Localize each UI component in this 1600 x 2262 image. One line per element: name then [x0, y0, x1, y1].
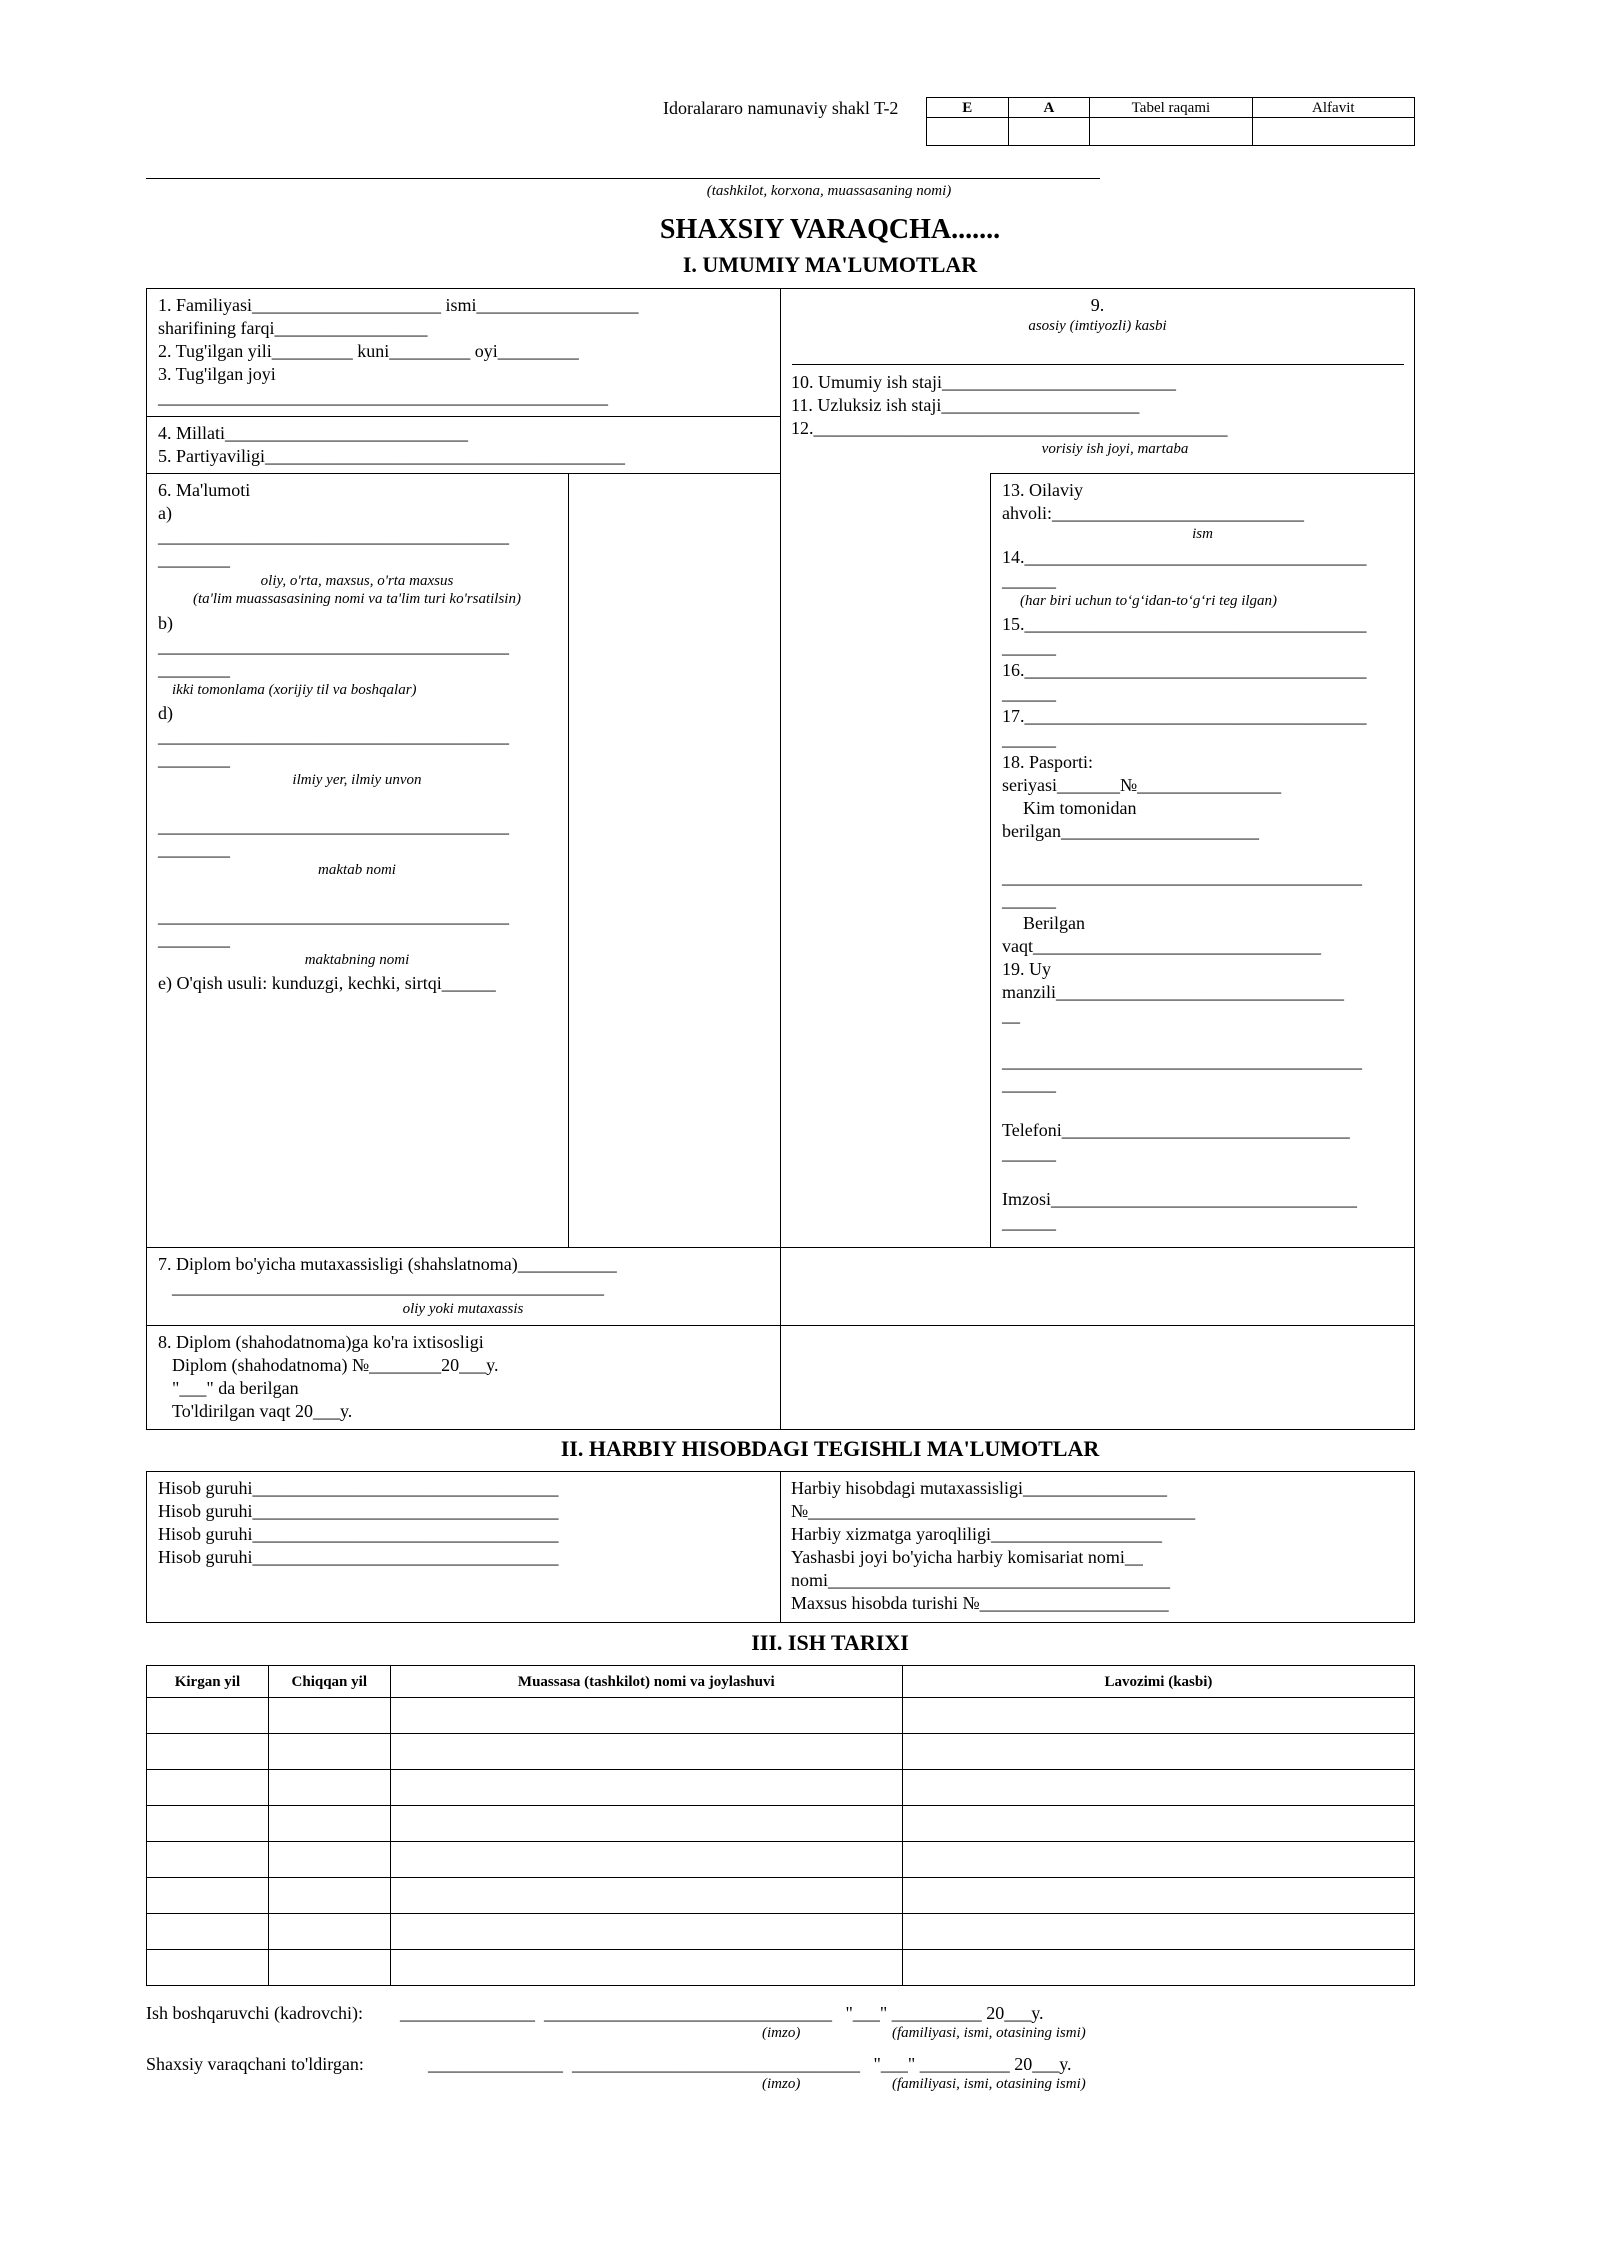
education-a-line[interactable]: _______________________________________ — [158, 526, 509, 546]
cell-e-value[interactable] — [927, 118, 1009, 146]
col-muassasa: Muassasa (tashkilot) nomi va joylashuvi — [390, 1666, 902, 1698]
passport-label: 18. Pasporti: — [1002, 752, 1094, 772]
field-birth-date[interactable]: 2. Tug'ilgan yili_________ kuni_________ oyi_________ — [158, 341, 579, 361]
index-table — [926, 97, 1415, 146]
military-commissariat-name[interactable]: nomi______________________________________ — [791, 1570, 1171, 1590]
cell-a-value[interactable] — [1008, 118, 1090, 146]
education-b-caption: ikki tomonlama (xorijiy til va boshqalar) — [172, 682, 417, 698]
col-alfavit: Alfavit — [1252, 98, 1414, 118]
field-partiyaviligi[interactable]: 5. Partiyaviligi________________________________________ — [158, 446, 625, 466]
field-diploma-number[interactable]: Diplom (shahodatnoma) №________20___y. — [172, 1355, 499, 1375]
education-d-label: d) — [158, 703, 173, 723]
field-continuous-experience[interactable]: 11. Uzluksiz ish staji______________________ — [791, 395, 1140, 415]
main-divider — [780, 288, 781, 1430]
education-b-line-2[interactable]: ________ — [158, 659, 230, 679]
education-a-caption: oliy, o'rta, maxsus, o'rta maxsus — [260, 573, 454, 589]
col-kirgan: Kirgan yil — [147, 1666, 269, 1698]
school-line[interactable]: _______________________________________ — [158, 816, 509, 836]
footer-filler-fields[interactable]: _______________ ________________________________ "___" __________ 20___y. — [428, 2054, 1072, 2074]
address-field-cont[interactable]: __ — [1002, 1005, 1020, 1025]
page-title: SHAXSIY VARAQCHA....... — [659, 214, 1001, 245]
field-diploma-specialty-line[interactable]: ________________________________________________ — [172, 1277, 604, 1297]
line-9[interactable] — [792, 364, 1404, 365]
field-diploma-qualification[interactable]: 8. Diplom (shahodatnoma)ga ko'ra ixtisosligi — [158, 1332, 484, 1352]
education-d-caption: ilmiy yer, ilmiy unvon — [292, 772, 422, 788]
passport-issuer-line-2[interactable]: ______ — [1002, 890, 1056, 910]
passport-issuer-label: Kim tomonidan — [1023, 798, 1137, 818]
passport-issuer[interactable]: berilgan______________________ — [1002, 821, 1259, 841]
caption-12: vorisiy ish joyi, martaba — [1041, 441, 1189, 457]
school-caption: maktab nomi — [318, 862, 396, 878]
education-a-label: a) — [158, 503, 172, 523]
field-12[interactable]: 12.______________________________________________ — [791, 418, 1228, 438]
col-e: E — [927, 98, 1009, 118]
caption-9: asosiy (imtiyozli) kasbi — [1028, 318, 1167, 334]
signature-field[interactable]: Imzosi__________________________________ — [1002, 1189, 1357, 1209]
field-millati[interactable]: 4. Millati___________________________ — [158, 423, 468, 443]
col-tabel: Tabel raqami — [1090, 98, 1252, 118]
signature-field-cont[interactable]: ______ — [1002, 1212, 1056, 1232]
org-caption: (tashkilot, korxona, muassasaning nomi) — [706, 183, 952, 199]
table-row[interactable] — [147, 1770, 1415, 1806]
address-label: 19. Uy — [1002, 959, 1051, 979]
col-chiqqan: Chiqqan yil — [268, 1666, 390, 1698]
education-label: 6. Ma'lumoti — [158, 480, 251, 500]
field-15-cont[interactable]: ______ — [1002, 637, 1056, 657]
address-field[interactable]: manzili________________________________ — [1002, 982, 1344, 1002]
school-line-2[interactable]: ________ — [158, 839, 230, 859]
caption-14: (har biri uchun to‘g‘idan-to‘g‘ri teg ilgan) — [1020, 593, 1278, 609]
form-label: Idoralararo namunaviy shakl T-2 — [663, 98, 899, 118]
field-17[interactable]: 17.______________________________________ — [1002, 706, 1367, 726]
education-a-line-2[interactable]: ________ — [158, 549, 230, 569]
education-b-label: b) — [158, 613, 173, 633]
footer-filler-label: Shaxsiy varaqchani to'ldirgan: — [146, 2054, 364, 2074]
table-row[interactable] — [147, 1950, 1415, 1986]
field-birth-place[interactable]: __________________________________________________ — [158, 387, 608, 407]
section-3-title: III. ISH TARIXI — [751, 1630, 909, 1655]
col-lavozim: Lavozimi (kasbi) — [902, 1666, 1414, 1698]
school2-caption: maktabning nomi — [304, 952, 410, 968]
table-row[interactable] — [147, 1698, 1415, 1734]
military-group-1[interactable]: Hisob guruhi__________________________________ — [158, 1478, 559, 1498]
field-marital-label: 13. Oilaviy — [1002, 480, 1083, 500]
table-row[interactable] — [147, 1806, 1415, 1842]
school2-line-2[interactable]: ________ — [158, 929, 230, 949]
passport-date-label: Berilgan — [1023, 913, 1085, 933]
field-filled-date[interactable]: To'ldirilgan vaqt 20___y. — [172, 1401, 353, 1421]
phone-field[interactable]: Telefoni________________________________ — [1002, 1120, 1350, 1140]
military-fitness[interactable]: Harbiy xizmatga yaroqliligi___________________ — [791, 1524, 1162, 1544]
field-diploma-specialty[interactable]: 7. Diplom bo'yicha mutaxassisligi (shahslatnoma)___________ — [158, 1254, 617, 1274]
field-diploma-issued[interactable]: "___" da berilgan — [172, 1378, 299, 1398]
phone-field-cont[interactable]: ______ — [1002, 1143, 1056, 1163]
field-marital[interactable]: ahvoli:____________________________ — [1002, 503, 1304, 523]
field-14-cont[interactable]: ______ — [1002, 570, 1056, 590]
passport-series[interactable]: seriyasi_______№________________ — [1002, 775, 1282, 795]
cell-tabel-value[interactable] — [1090, 118, 1252, 146]
military-special-record[interactable]: Maxsus hisobda turishi №_____________________ — [791, 1593, 1169, 1613]
field-birth-place-label: 3. Tug'ilgan joyi — [158, 364, 276, 384]
footer-filler-sign-caption: (imzo) — [762, 2076, 801, 2092]
footer-hr-label: Ish boshqaruvchi (kadrovchi): — [146, 2003, 363, 2023]
caption-13: ism — [1192, 526, 1213, 542]
military-number[interactable]: №___________________________________________ — [791, 1501, 1196, 1521]
cell-alfavit-value[interactable] — [1252, 118, 1414, 146]
military-commissariat[interactable]: Yashasbi joyi bo'yicha harbiy komisariat nomi__ — [791, 1547, 1143, 1567]
section-1-title: I. UMUMIY MA'LUMOTLAR — [682, 252, 978, 277]
military-group-2[interactable]: Hisob guruhi__________________________________ — [158, 1501, 559, 1521]
field-total-experience[interactable]: 10. Umumiy ish staji__________________________ — [791, 372, 1177, 392]
field-15[interactable]: 15.______________________________________ — [1002, 614, 1367, 634]
footer-hr-name-caption: (familiyasi, ismi, otasining ismi) — [892, 2025, 1086, 2041]
field-16[interactable]: 16.______________________________________ — [1002, 660, 1367, 680]
passport-issuer-line[interactable]: ________________________________________ — [1002, 867, 1362, 887]
address-line-2[interactable]: ______ — [1002, 1074, 1056, 1094]
study-mode[interactable]: e) O'qish usuli: kunduzgi, kechki, sirtqi______ — [158, 973, 496, 993]
education-b-line[interactable]: _______________________________________ — [158, 636, 509, 656]
field-14[interactable]: 14.______________________________________ — [1002, 547, 1367, 567]
passport-date[interactable]: vaqt________________________________ — [1002, 936, 1321, 956]
school2-line[interactable]: _______________________________________ — [158, 906, 509, 926]
military-specialty[interactable]: Harbiy hisobdagi mutaxassisligi________________ — [791, 1478, 1167, 1498]
table-row[interactable] — [147, 1914, 1415, 1950]
org-name-line[interactable] — [146, 178, 1100, 179]
table-row[interactable] — [147, 1842, 1415, 1878]
work-history-table — [146, 1665, 1415, 1986]
field-17-cont[interactable]: ______ — [1002, 729, 1056, 749]
field-9: 9. — [1090, 295, 1105, 315]
footer-hr-sign-caption: (imzo) — [762, 2025, 801, 2041]
field-16-cont[interactable]: ______ — [1002, 683, 1056, 703]
address-line[interactable]: ________________________________________ — [1002, 1051, 1362, 1071]
section-2-title: II. HARBIY HISOBDAGI TEGISHLI MA'LUMOTLAR — [560, 1436, 1100, 1461]
footer-hr-fields[interactable]: _______________ ________________________________ "___" __________ 20___y. — [400, 2003, 1044, 2023]
col-a: A — [1008, 98, 1090, 118]
field-familiya[interactable]: 1. Familiyasi_____________________ ismi__________________ — [158, 295, 639, 315]
military-group-4[interactable]: Hisob guruhi__________________________________ — [158, 1547, 559, 1567]
education-a-caption-2: (ta'lim muassasasining nomi va ta'lim turi ko'rsatilsin) — [193, 591, 521, 607]
field-sharifi[interactable]: sharifining farqi_________________ — [158, 318, 428, 338]
education-d-line[interactable]: _______________________________________ — [158, 726, 509, 746]
education-d-line-2[interactable]: ________ — [158, 749, 230, 769]
table-row[interactable] — [147, 1878, 1415, 1914]
table-row[interactable] — [147, 1734, 1415, 1770]
caption-7: oliy yoki mutaxassis — [402, 1301, 524, 1317]
military-group-3[interactable]: Hisob guruhi__________________________________ — [158, 1524, 559, 1544]
footer-filler-name-caption: (familiyasi, ismi, otasining ismi) — [892, 2076, 1086, 2092]
